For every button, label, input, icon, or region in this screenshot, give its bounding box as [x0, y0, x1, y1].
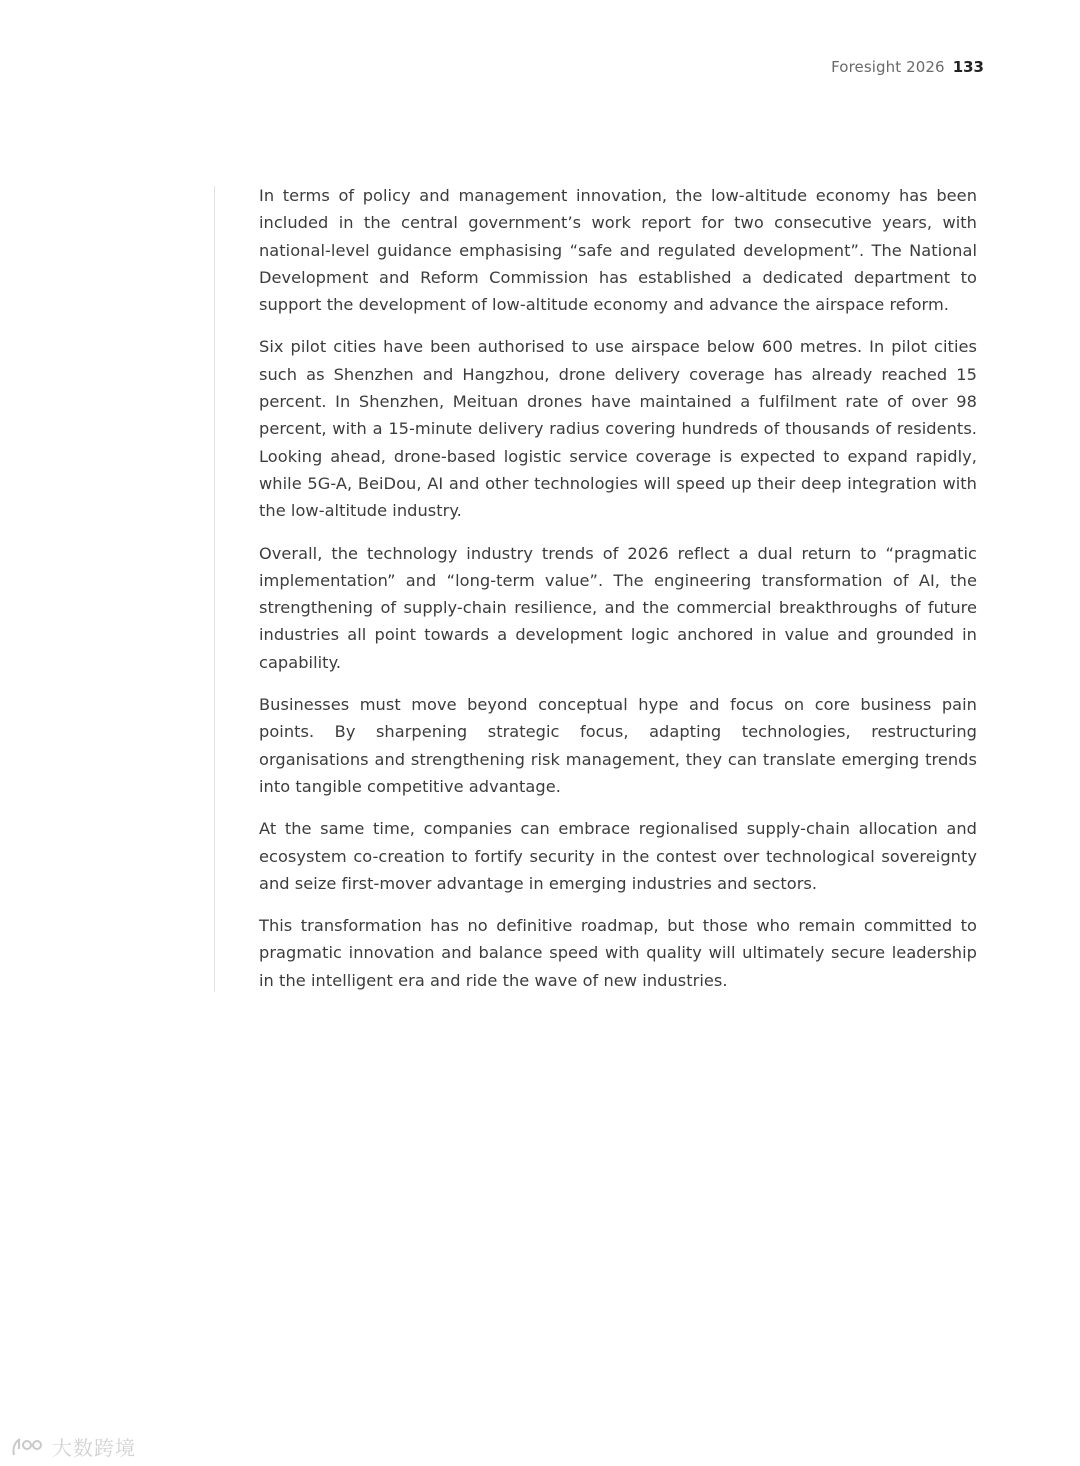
paragraph-conclusion: This transformation has no definitive roadmap, but those who remain committed to pragmatic innovation and balance speed with quality will ultimately secure leadership in the intelligent era and ride the wave of new industries. — [259, 916, 977, 990]
body-text — [259, 182, 977, 1009]
paragraph-business-focus: Businesses must move beyond conceptual hype and focus on core business pain points. By sharpening strategic focus, adapting technologies, restructuring organisations and strengthening risk management, they can translate emerging trends into tangible competitive advantage. — [259, 695, 977, 796]
watermark-text: 大数跨境 — [52, 1436, 136, 1460]
publication-title: Foresight 2026 — [831, 58, 945, 76]
brand-logo-icon — [10, 1435, 46, 1459]
paragraph-supply-chain: At the same time, companies can embrace regionalised supply-chain allocation and ecosystem co-creation to fortify security in the contest over technological sovereignty and seize first-mover advantage in emerging industries and sectors. — [259, 819, 977, 893]
page-number: 133 — [952, 58, 984, 76]
watermark — [10, 1432, 136, 1461]
paragraph-policy-innovation: In terms of policy and management innovation, the low-altitude economy has been included in the central government’s work report for two consecutive years, with national-level guidance emphasising “safe and regulated development”. The National Development and Reform Commission has established a dedicated department to support the development of low-altitude economy and advance the airspace reform. — [259, 186, 977, 315]
paragraph-pilot-cities: Six pilot cities have been authorised to use airspace below 600 metres. In pilot cities such as Shenzhen and Hangzhou, drone delivery coverage has already reached 15 percent. In Shenzhen, Meituan drones have maintained a fulfilment rate of over 98 percent, with a 15-minute delivery radius covering hundreds of thousands of residents. Looking ahead, drone-based logistic service coverage is expected to expand rapidly, while 5G-A, BeiDou, AI and other technologies will speed up their deep integration with the low-altitude industry. — [259, 337, 977, 521]
page-header — [831, 58, 984, 76]
margin-rule — [214, 186, 215, 992]
paragraph-overall-trends: Overall, the technology industry trends of 2026 reflect a dual return to “pragmatic implementation” and “long-term value”. The engineering transformation of AI, the strengthening of supply-chain resilience, and the commercial breakthroughs of future industries all point towards a development logic anchored in value and grounded in capability. — [259, 543, 977, 672]
